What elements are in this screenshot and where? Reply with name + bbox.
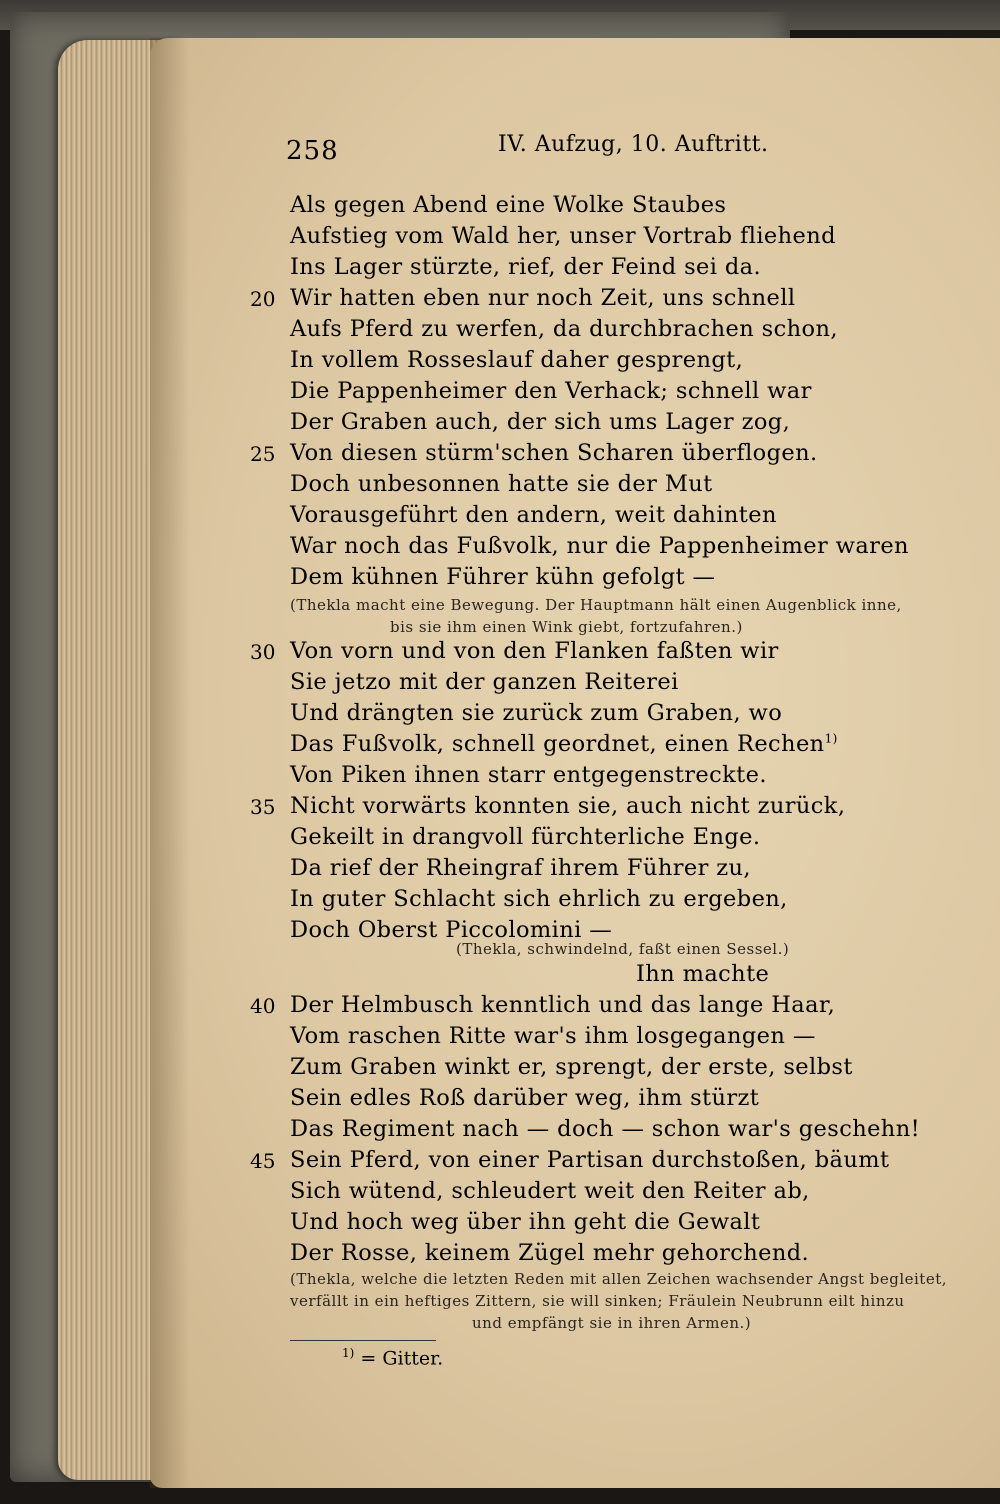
line-text: Vom raschen Ritte war's ihm losgegangen —	[290, 1023, 816, 1049]
verse-line	[0, 285, 1000, 317]
line-text: Aufstieg vom Wald her, unser Vortrab fliehend	[290, 223, 836, 249]
verse-line	[0, 669, 1000, 701]
verse-line	[0, 1023, 1000, 1055]
line-text: Nicht vorwärts konnten sie, auch nicht zurück,	[290, 793, 846, 819]
verse-line	[0, 793, 1000, 825]
verse-line	[0, 564, 1000, 596]
running-head: IV. Aufzug, 10. Auftritt.	[498, 132, 769, 157]
verse-line	[0, 1209, 1000, 1241]
verse-line	[0, 223, 1000, 255]
verse-line	[0, 409, 1000, 441]
line-text: Zum Graben winkt er, sprengt, der erste, selbst	[290, 1054, 853, 1080]
line-number: 25	[250, 442, 276, 466]
line-text: Ihn machte	[636, 961, 770, 987]
verse-line	[0, 378, 1000, 410]
line-number: 35	[250, 795, 276, 819]
footnote-reference: 1)	[824, 731, 838, 746]
line-text-body: Das Fußvolk, schnell geordnet, einen Rechen	[290, 731, 825, 757]
page-number: 258	[286, 136, 339, 166]
verse-line	[0, 638, 1000, 670]
stage-direction: und empfängt sie in ihren Armen.)	[472, 1314, 752, 1332]
verse-line	[0, 855, 1000, 887]
footnote-mark: 1)	[342, 1346, 355, 1360]
line-text: Der Graben auch, der sich ums Lager zog,	[290, 409, 791, 435]
line-text: Vorausgeführt den andern, weit dahinten	[290, 502, 777, 528]
footnote-text: = Gitter.	[360, 1347, 444, 1370]
stage-direction: verfällt in ein heftiges Zittern, sie will sinken; Fräulein Neubrunn eilt hinzu	[290, 1292, 905, 1310]
line-text: Von Piken ihnen starr entgegenstreckte.	[290, 762, 767, 788]
verse-line	[0, 700, 1000, 732]
verse-line	[0, 1116, 1000, 1148]
verse-line	[0, 731, 1000, 763]
line-text: Sie jetzo mit der ganzen Reiterei	[290, 669, 679, 695]
line-text: Sein Pferd, von einer Partisan durchstoßen, bäumt	[290, 1147, 890, 1173]
line-text: Dem kühnen Führer kühn gefolgt —	[290, 564, 716, 590]
verse-line	[0, 254, 1000, 286]
footnote	[342, 1346, 443, 1369]
line-number: 40	[250, 994, 276, 1018]
verse-line	[0, 1178, 1000, 1210]
line-text: Die Pappenheimer den Verhack; schnell war	[290, 378, 812, 404]
line-number: 30	[250, 640, 276, 664]
verse-line	[0, 1054, 1000, 1086]
line-text: Der Helmbusch kenntlich und das lange Haar,	[290, 992, 836, 1018]
line-text: Und hoch weg über ihn geht die Gewalt	[290, 1209, 761, 1235]
verse-line	[0, 1240, 1000, 1272]
line-number: 45	[250, 1149, 276, 1173]
line-text: Ins Lager stürzte, rief, der Feind sei da.	[290, 254, 762, 280]
footnote-rule	[290, 1340, 436, 1341]
line-text: War noch das Fußvolk, nur die Pappenheimer waren	[290, 533, 909, 559]
stage-direction: bis sie ihm einen Wink giebt, fortzufahren.)	[390, 618, 743, 636]
verse-line	[0, 471, 1000, 503]
stage-direction: (Thekla macht eine Bewegung. Der Hauptmann hält einen Augenblick inne,	[290, 596, 902, 614]
verse-line	[0, 886, 1000, 918]
line-text: Gekeilt in drangvoll fürchterliche Enge.	[290, 824, 761, 850]
verse-line	[0, 192, 1000, 224]
line-text: Aufs Pferd zu werfen, da durchbrachen schon,	[290, 316, 838, 342]
verse-line	[0, 1147, 1000, 1179]
line-text: Und drängten sie zurück zum Graben, wo	[290, 700, 783, 726]
line-text: In guter Schlacht sich ehrlich zu ergeben,	[290, 886, 788, 912]
line-text: Da rief der Rheingraf ihrem Führer zu,	[290, 855, 751, 881]
verse-line	[0, 440, 1000, 472]
line-text: In vollem Rosseslauf daher gesprengt,	[290, 347, 744, 373]
verse-line	[0, 992, 1000, 1024]
stage-direction: (Thekla, welche die letzten Reden mit allen Zeichen wachsender Angst begleitet,	[290, 1270, 948, 1288]
line-text: Doch unbesonnen hatte sie der Mut	[290, 471, 713, 497]
verse-line	[0, 961, 1000, 993]
verse-line	[0, 347, 1000, 379]
verse-line	[0, 533, 1000, 565]
line-text: Sich wütend, schleudert weit den Reiter ab,	[290, 1178, 810, 1204]
line-text: Doch Oberst Piccolomini —	[290, 917, 613, 943]
line-text: Als gegen Abend eine Wolke Staubes	[290, 192, 727, 218]
line-number: 20	[250, 287, 276, 311]
line-text: Sein edles Roß darüber weg, ihm stürzt	[290, 1085, 760, 1111]
line-text: Der Rosse, keinem Zügel mehr gehorchend.	[290, 1240, 810, 1266]
verse-line	[0, 824, 1000, 856]
stage-direction: (Thekla, schwindelnd, faßt einen Sessel.)	[456, 940, 790, 958]
line-text: Wir hatten eben nur noch Zeit, uns schnell	[290, 285, 796, 311]
line-text: Das Regiment nach — doch — schon war's geschehn!	[290, 1116, 921, 1142]
line-text	[290, 731, 838, 757]
line-text: Von vorn und von den Flanken faßten wir	[290, 638, 779, 664]
verse-line	[0, 316, 1000, 348]
verse-line	[0, 502, 1000, 534]
line-text: Von diesen stürm'schen Scharen überflogen.	[290, 440, 818, 466]
verse-line	[0, 762, 1000, 794]
verse-line	[0, 1085, 1000, 1117]
